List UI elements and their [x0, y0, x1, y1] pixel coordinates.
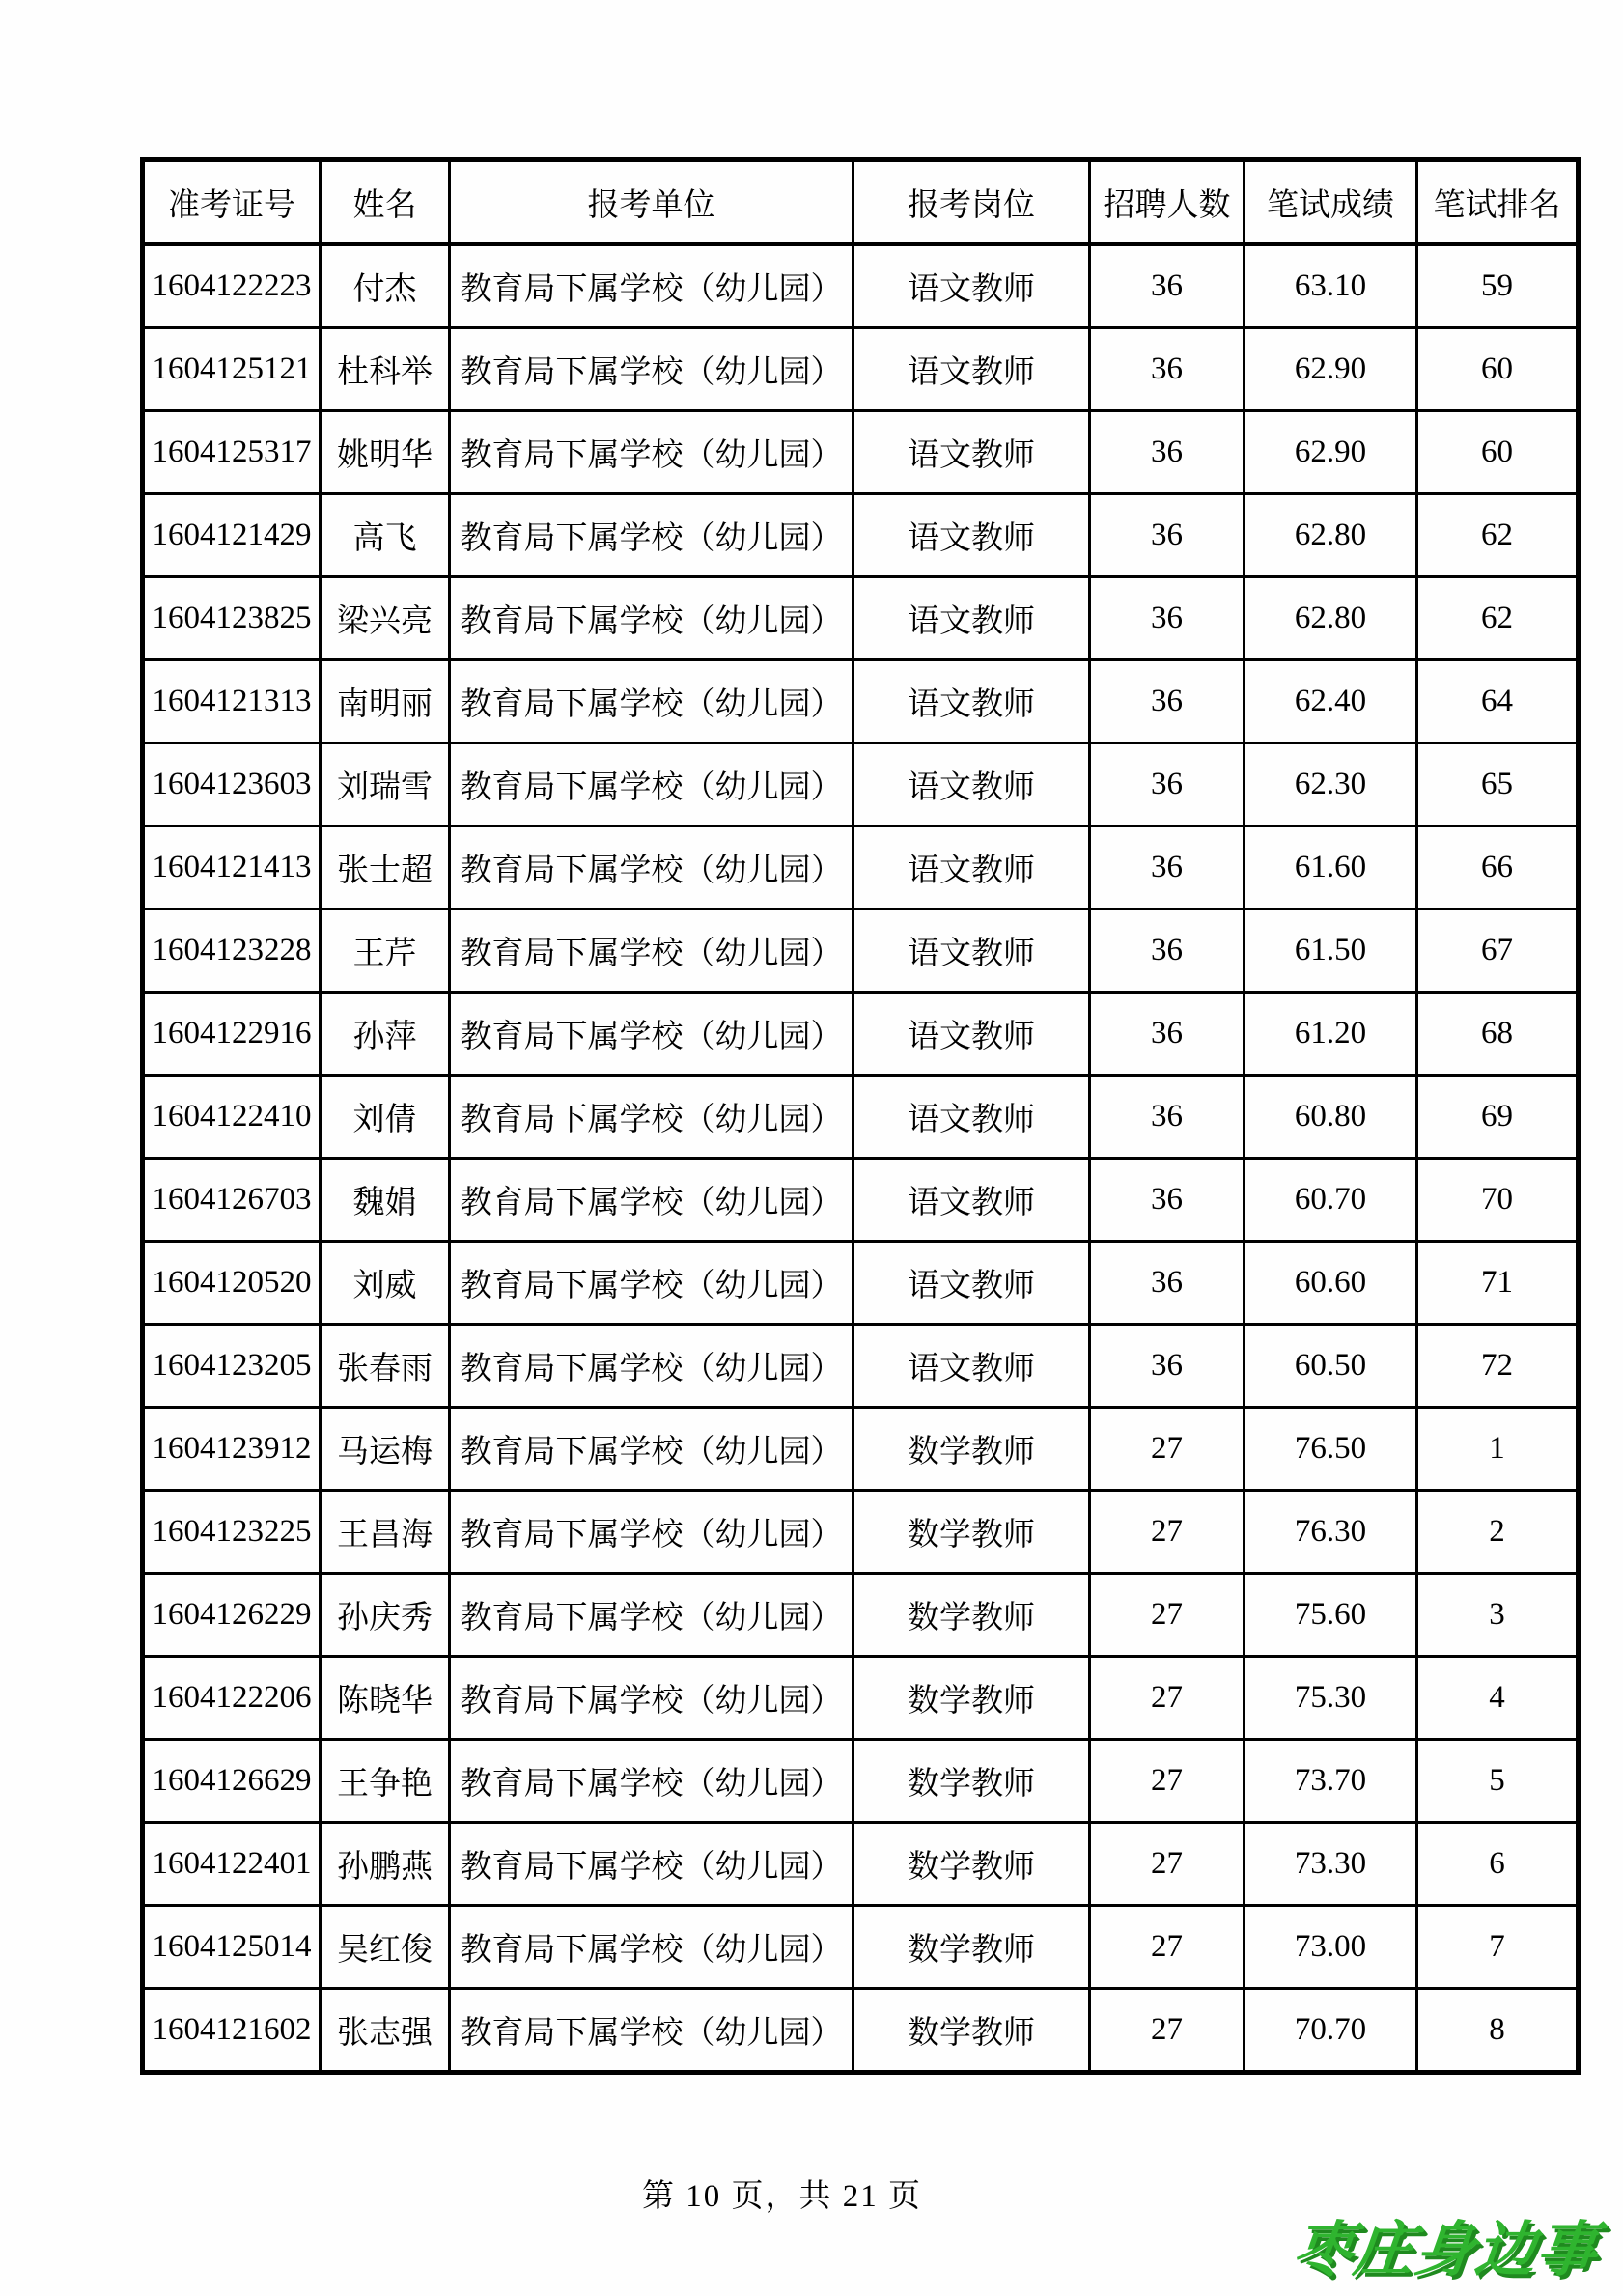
cell-position: 数学教师	[853, 1989, 1090, 2073]
cell-position: 语文教师	[853, 660, 1090, 743]
cell-rank: 69	[1417, 1076, 1579, 1159]
cell-position: 语文教师	[853, 244, 1090, 328]
table-row	[143, 1906, 1579, 1989]
cell-recruits: 36	[1090, 411, 1245, 494]
cell-rank: 67	[1417, 910, 1579, 993]
cell-rank: 71	[1417, 1242, 1579, 1325]
table-row	[143, 993, 1579, 1076]
table-row	[143, 1242, 1579, 1325]
cell-score: 62.80	[1245, 577, 1417, 660]
cell-score: 62.40	[1245, 660, 1417, 743]
cell-name: 高飞	[321, 494, 450, 577]
page-number-footer: 第 10 页，共 21 页	[642, 2179, 922, 2214]
cell-rank: 3	[1417, 1574, 1579, 1657]
cell-score: 73.00	[1245, 1906, 1417, 1989]
cell-position: 数学教师	[853, 1574, 1090, 1657]
cell-unit: 教育局下属学校（幼儿园）	[450, 910, 853, 993]
table-row	[143, 1823, 1579, 1906]
cell-recruits: 36	[1090, 743, 1245, 826]
cell-recruits: 36	[1090, 1242, 1245, 1325]
cell-recruits: 36	[1090, 244, 1245, 328]
cell-score: 63.10	[1245, 244, 1417, 328]
column-header-rank: 笔试排名	[1417, 160, 1579, 245]
cell-name: 杜科举	[321, 328, 450, 411]
cell-name: 孙庆秀	[321, 1574, 450, 1657]
cell-score: 60.50	[1245, 1325, 1417, 1408]
exam-results-table	[140, 157, 1581, 2075]
cell-unit: 教育局下属学校（幼儿园）	[450, 577, 853, 660]
cell-name: 南明丽	[321, 660, 450, 743]
cell-name: 梁兴亮	[321, 577, 450, 660]
cell-name: 陈晓华	[321, 1657, 450, 1740]
cell-position: 数学教师	[853, 1906, 1090, 1989]
cell-recruits: 36	[1090, 494, 1245, 577]
cell-unit: 教育局下属学校（幼儿园）	[450, 411, 853, 494]
table-row	[143, 1989, 1579, 2073]
cell-unit: 教育局下属学校（幼儿园）	[450, 1740, 853, 1823]
cell-name: 张春雨	[321, 1325, 450, 1408]
cell-recruits: 36	[1090, 1076, 1245, 1159]
table-row	[143, 743, 1579, 826]
cell-rank: 68	[1417, 993, 1579, 1076]
cell-score: 62.80	[1245, 494, 1417, 577]
column-header-position: 报考岗位	[853, 160, 1090, 245]
column-header-recruits: 招聘人数	[1090, 160, 1245, 245]
cell-unit: 教育局下属学校（幼儿园）	[450, 494, 853, 577]
cell-position: 数学教师	[853, 1657, 1090, 1740]
cell-rank: 59	[1417, 244, 1579, 328]
cell-position: 数学教师	[853, 1740, 1090, 1823]
cell-position: 数学教师	[853, 1491, 1090, 1574]
cell-name: 刘倩	[321, 1076, 450, 1159]
table-row	[143, 1076, 1579, 1159]
cell-ticket: 1604125317	[143, 411, 321, 494]
cell-recruits: 27	[1090, 1823, 1245, 1906]
cell-position: 语文教师	[853, 1242, 1090, 1325]
cell-rank: 60	[1417, 328, 1579, 411]
cell-name: 吴红俊	[321, 1906, 450, 1989]
cell-score: 75.60	[1245, 1574, 1417, 1657]
cell-recruits: 27	[1090, 1740, 1245, 1823]
cell-position: 语文教师	[853, 411, 1090, 494]
table-row	[143, 1159, 1579, 1242]
cell-score: 73.70	[1245, 1740, 1417, 1823]
cell-ticket: 1604120520	[143, 1242, 321, 1325]
table-row	[143, 1491, 1579, 1574]
watermark-logo: 枣庄身边事	[1289, 2217, 1601, 2283]
cell-position: 语文教师	[853, 826, 1090, 910]
cell-rank: 8	[1417, 1989, 1579, 2073]
cell-ticket: 1604126629	[143, 1740, 321, 1823]
cell-name: 王争艳	[321, 1740, 450, 1823]
cell-name: 刘瑞雪	[321, 743, 450, 826]
cell-position: 语文教师	[853, 1159, 1090, 1242]
cell-score: 73.30	[1245, 1823, 1417, 1906]
cell-rank: 66	[1417, 826, 1579, 910]
cell-position: 数学教师	[853, 1408, 1090, 1491]
cell-ticket: 1604123228	[143, 910, 321, 993]
table-row	[143, 328, 1579, 411]
cell-rank: 60	[1417, 411, 1579, 494]
cell-position: 语文教师	[853, 743, 1090, 826]
cell-recruits: 36	[1090, 910, 1245, 993]
cell-recruits: 36	[1090, 577, 1245, 660]
cell-score: 61.50	[1245, 910, 1417, 993]
cell-position: 语文教师	[853, 1325, 1090, 1408]
cell-ticket: 1604121413	[143, 826, 321, 910]
cell-name: 魏娟	[321, 1159, 450, 1242]
table-row	[143, 660, 1579, 743]
cell-recruits: 36	[1090, 1159, 1245, 1242]
cell-unit: 教育局下属学校（幼儿园）	[450, 1574, 853, 1657]
cell-position: 语文教师	[853, 328, 1090, 411]
cell-name: 王昌海	[321, 1491, 450, 1574]
cell-name: 孙鹏燕	[321, 1823, 450, 1906]
cell-recruits: 27	[1090, 1989, 1245, 2073]
cell-rank: 65	[1417, 743, 1579, 826]
cell-unit: 教育局下属学校（幼儿园）	[450, 1657, 853, 1740]
cell-rank: 64	[1417, 660, 1579, 743]
table-header-row	[143, 160, 1579, 245]
table-row	[143, 1574, 1579, 1657]
cell-rank: 5	[1417, 1740, 1579, 1823]
cell-unit: 教育局下属学校（幼儿园）	[450, 743, 853, 826]
cell-recruits: 27	[1090, 1906, 1245, 1989]
table-row	[143, 826, 1579, 910]
cell-ticket: 1604123603	[143, 743, 321, 826]
cell-name: 付杰	[321, 244, 450, 328]
cell-recruits: 27	[1090, 1657, 1245, 1740]
cell-ticket: 1604121429	[143, 494, 321, 577]
cell-recruits: 36	[1090, 1325, 1245, 1408]
cell-ticket: 1604122401	[143, 1823, 321, 1906]
cell-score: 62.90	[1245, 328, 1417, 411]
cell-name: 刘威	[321, 1242, 450, 1325]
cell-name: 张志强	[321, 1989, 450, 2073]
column-header-ticket: 准考证号	[143, 160, 321, 245]
table-row	[143, 910, 1579, 993]
cell-rank: 70	[1417, 1159, 1579, 1242]
cell-position: 数学教师	[853, 1823, 1090, 1906]
cell-score: 76.50	[1245, 1408, 1417, 1491]
cell-name: 王芹	[321, 910, 450, 993]
cell-ticket: 1604125121	[143, 328, 321, 411]
cell-name: 姚明华	[321, 411, 450, 494]
cell-ticket: 1604123912	[143, 1408, 321, 1491]
column-header-name: 姓名	[321, 160, 450, 245]
cell-score: 61.60	[1245, 826, 1417, 910]
cell-position: 语文教师	[853, 1076, 1090, 1159]
cell-unit: 教育局下属学校（幼儿园）	[450, 993, 853, 1076]
cell-rank: 1	[1417, 1408, 1579, 1491]
cell-unit: 教育局下属学校（幼儿园）	[450, 1325, 853, 1408]
cell-name: 张士超	[321, 826, 450, 910]
table-body	[143, 244, 1579, 2073]
cell-position: 语文教师	[853, 577, 1090, 660]
cell-score: 75.30	[1245, 1657, 1417, 1740]
cell-recruits: 27	[1090, 1408, 1245, 1491]
cell-ticket: 1604126703	[143, 1159, 321, 1242]
table-row	[143, 1657, 1579, 1740]
cell-name: 马运梅	[321, 1408, 450, 1491]
cell-ticket: 1604126229	[143, 1574, 321, 1657]
cell-unit: 教育局下属学校（幼儿园）	[450, 1159, 853, 1242]
cell-score: 60.80	[1245, 1076, 1417, 1159]
column-header-unit: 报考单位	[450, 160, 853, 245]
cell-score: 60.70	[1245, 1159, 1417, 1242]
cell-unit: 教育局下属学校（幼儿园）	[450, 826, 853, 910]
cell-ticket: 1604123825	[143, 577, 321, 660]
cell-recruits: 27	[1090, 1574, 1245, 1657]
cell-ticket: 1604122223	[143, 244, 321, 328]
cell-rank: 62	[1417, 494, 1579, 577]
table-header	[143, 160, 1579, 245]
cell-ticket: 1604121602	[143, 1989, 321, 2073]
cell-unit: 教育局下属学校（幼儿园）	[450, 1491, 853, 1574]
cell-score: 61.20	[1245, 993, 1417, 1076]
cell-rank: 7	[1417, 1906, 1579, 1989]
table-row	[143, 1325, 1579, 1408]
table-row	[143, 1408, 1579, 1491]
table-row	[143, 411, 1579, 494]
cell-recruits: 27	[1090, 1491, 1245, 1574]
column-header-score: 笔试成绩	[1245, 160, 1417, 245]
cell-unit: 教育局下属学校（幼儿园）	[450, 244, 853, 328]
cell-rank: 4	[1417, 1657, 1579, 1740]
cell-ticket: 1604122206	[143, 1657, 321, 1740]
cell-name: 孙萍	[321, 993, 450, 1076]
cell-ticket: 1604123225	[143, 1491, 321, 1574]
cell-unit: 教育局下属学校（幼儿园）	[450, 1076, 853, 1159]
cell-position: 语文教师	[853, 910, 1090, 993]
table-row	[143, 577, 1579, 660]
cell-unit: 教育局下属学校（幼儿园）	[450, 1408, 853, 1491]
cell-ticket: 1604125014	[143, 1906, 321, 1989]
table-row	[143, 494, 1579, 577]
cell-rank: 62	[1417, 577, 1579, 660]
cell-unit: 教育局下属学校（幼儿园）	[450, 1989, 853, 2073]
cell-score: 60.60	[1245, 1242, 1417, 1325]
cell-ticket: 1604122916	[143, 993, 321, 1076]
cell-unit: 教育局下属学校（幼儿园）	[450, 1906, 853, 1989]
cell-rank: 72	[1417, 1325, 1579, 1408]
cell-score: 62.30	[1245, 743, 1417, 826]
cell-score: 76.30	[1245, 1491, 1417, 1574]
cell-recruits: 36	[1090, 993, 1245, 1076]
cell-score: 70.70	[1245, 1989, 1417, 2073]
cell-position: 语文教师	[853, 993, 1090, 1076]
cell-recruits: 36	[1090, 660, 1245, 743]
cell-unit: 教育局下属学校（幼儿园）	[450, 328, 853, 411]
cell-recruits: 36	[1090, 328, 1245, 411]
cell-score: 62.90	[1245, 411, 1417, 494]
cell-unit: 教育局下属学校（幼儿园）	[450, 1823, 853, 1906]
cell-unit: 教育局下属学校（幼儿园）	[450, 660, 853, 743]
cell-ticket: 1604121313	[143, 660, 321, 743]
cell-ticket: 1604123205	[143, 1325, 321, 1408]
cell-position: 语文教师	[853, 494, 1090, 577]
cell-ticket: 1604122410	[143, 1076, 321, 1159]
cell-recruits: 36	[1090, 826, 1245, 910]
table-row	[143, 244, 1579, 328]
cell-rank: 2	[1417, 1491, 1579, 1574]
cell-unit: 教育局下属学校（幼儿园）	[450, 1242, 853, 1325]
cell-rank: 6	[1417, 1823, 1579, 1906]
table-row	[143, 1740, 1579, 1823]
